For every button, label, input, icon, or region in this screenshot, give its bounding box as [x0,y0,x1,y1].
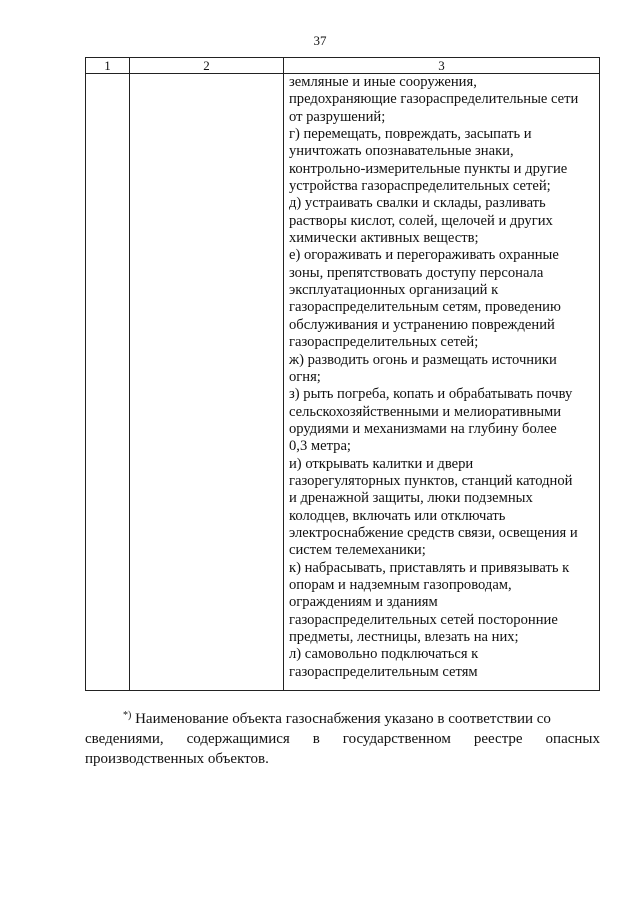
cell-text-line: газораспределительным сетям [289,663,478,680]
cell-text-line: от разрушений; [289,108,386,125]
cell-text-line: и дренажной защиты, люки подземных [289,490,533,507]
footnote-word: реестре [473,731,523,747]
cell-text-line: систем телемеханики; [289,542,426,559]
requirements-table [85,57,600,691]
cell-text-line: д) устраивать свалки и склады, разливать [289,195,546,212]
cell-text-line: е) огораживать и перегораживать охранные [289,247,559,264]
cell-text-line: зоны, препятствовать доступу персонала [289,264,544,281]
cell-text-line: электроснабжение средств связи, освещения и [289,524,578,541]
cell-text-line: огня; [289,368,321,385]
footnote [85,706,600,769]
cell-text-line: уничтожать опознавательные знаки, [289,143,514,160]
column-divider-2 [283,58,284,690]
cell-text-line: ж) разводить огонь и размещать источники [289,351,557,368]
column-header-2: 2 [203,58,210,73]
footnote-marker: *) [123,710,132,721]
cell-text-line: 0,3 метра; [289,438,351,455]
cell-text-line: контрольно-измерительные пункты и другие [289,160,568,177]
cell-text-line: колодцев, включать или отключать [289,507,506,524]
cell-text-line: устройства газораспределительных сетей; [289,178,551,195]
cell-text-line: л) самовольно подключаться к [289,646,479,663]
footnote-word: государственном [342,731,451,747]
footnote-word: в [312,731,320,747]
cell-text-line: газорегуляторных пунктов, станций катодной [289,472,573,489]
cell-text-line: газораспределительных сетей; [289,334,479,351]
page-number: 37 [313,33,327,48]
cell-text-line: сельскохозяйственными и мелиоративными [289,403,562,420]
cell-text-line: опорам и надземным газопроводам, [289,576,512,593]
cell-text-line: газораспределительных сетей посторонние [289,611,558,628]
cell-text-line: эксплуатационных организаций к [289,282,499,299]
cell-text-line: обслуживания и устранению повреждений [289,316,555,333]
column-header-3: 3 [438,58,445,73]
footnote-word: опасных [545,731,600,747]
cell-text-line: химически активных веществ; [289,230,479,247]
footnote-text-1: Наименование объекта газоснабжения указано в соответствии со [135,711,551,727]
cell-text-line: орудиями и механизмами на глубину более [289,420,557,437]
column-3-cell [289,74,594,681]
cell-text-line: предохраняющие газораспределительные сети [289,91,579,108]
footnote-word: сведениями, [85,731,164,747]
cell-text-line: растворы кислот, солей, щелочей и других [289,212,553,229]
footnote-word: содержащимися [186,731,290,747]
footnote-line-1 [85,706,600,729]
cell-text-line: ограждениям и зданиям [289,594,438,611]
cell-text-line: и) открывать калитки и двери [289,455,474,472]
cell-text-line: предметы, лестницы, влезать на них; [289,629,519,645]
cell-text-line: з) рыть погреба, копать и обрабатывать почву [289,386,573,403]
column-header-1: 1 [104,58,111,73]
footnote-line-2 [85,729,600,749]
cell-text-line: г) перемещать, повреждать, засыпать и [289,126,532,143]
column-divider-1 [129,58,130,690]
cell-text-line: газораспределительным сетям, проведению [289,299,561,316]
cell-text-line: к) набрасывать, приставлять и привязывать к [289,559,570,576]
footnote-line-3: производственных объектов. [85,751,269,767]
cell-text-line: земляные и иные сооружения, [289,74,477,90]
